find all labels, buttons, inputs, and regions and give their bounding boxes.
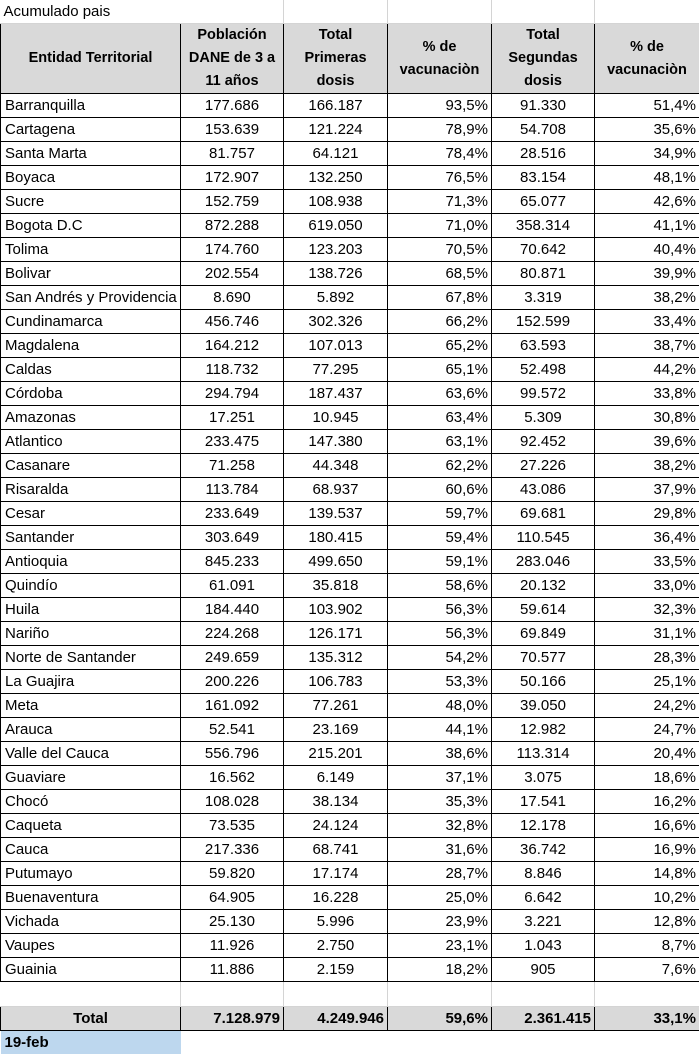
table-row [1, 262, 699, 286]
pct-segundas-cell: 44,2% [595, 358, 699, 382]
entidad-cell: Risaralda [1, 478, 181, 502]
primeras-dosis-cell: 107.013 [284, 334, 388, 358]
poblacion-cell: 303.649 [181, 526, 284, 550]
entidad-cell: Cartagena [1, 118, 181, 142]
pct-primeras-cell: 59,1% [388, 550, 492, 574]
table-row [1, 94, 699, 118]
entidad-cell: Vaupes [1, 934, 181, 958]
table-row [1, 430, 699, 454]
pct-segundas-cell: 24,2% [595, 694, 699, 718]
pct-primeras-cell: 93,5% [388, 94, 492, 118]
table-row [1, 454, 699, 478]
entidad-cell: Cesar [1, 502, 181, 526]
poblacion-cell: 456.746 [181, 310, 284, 334]
primeras-dosis-cell: 121.224 [284, 118, 388, 142]
pct-segundas-cell: 38,2% [595, 454, 699, 478]
entidad-cell: Bogota D.C [1, 214, 181, 238]
segundas-dosis-cell: 283.046 [492, 550, 595, 574]
primeras-dosis-cell: 187.437 [284, 382, 388, 406]
pct-primeras-cell: 78,9% [388, 118, 492, 142]
primeras-dosis-cell: 126.171 [284, 622, 388, 646]
primeras-dosis-cell: 499.650 [284, 550, 388, 574]
pct-segundas-cell: 28,3% [595, 646, 699, 670]
table-row [1, 406, 699, 430]
poblacion-cell: 556.796 [181, 742, 284, 766]
table-row [1, 310, 699, 334]
segundas-dosis-cell: 36.742 [492, 838, 595, 862]
pct-primeras-cell: 53,3% [388, 670, 492, 694]
segundas-dosis-cell: 28.516 [492, 142, 595, 166]
table-row [1, 622, 699, 646]
header-segundas-dosis: Total Segundas dosis [492, 24, 595, 94]
empty-cell [284, 1031, 388, 1054]
pct-segundas-cell: 48,1% [595, 166, 699, 190]
table-row [1, 334, 699, 358]
entidad-cell: Boyaca [1, 166, 181, 190]
header-entidad: Entidad Territorial [1, 24, 181, 94]
poblacion-cell: 217.336 [181, 838, 284, 862]
poblacion-cell: 172.907 [181, 166, 284, 190]
date-label: 19-feb [1, 1031, 181, 1054]
segundas-dosis-cell: 50.166 [492, 670, 595, 694]
pct-primeras-cell: 32,8% [388, 814, 492, 838]
poblacion-cell: 872.288 [181, 214, 284, 238]
poblacion-cell: 81.757 [181, 142, 284, 166]
segundas-dosis-cell: 59.614 [492, 598, 595, 622]
primeras-dosis-cell: 302.326 [284, 310, 388, 334]
pct-segundas-cell: 42,6% [595, 190, 699, 214]
pct-segundas-cell: 36,4% [595, 526, 699, 550]
primeras-dosis-cell: 64.121 [284, 142, 388, 166]
pct-segundas-cell: 38,2% [595, 286, 699, 310]
table-row [1, 766, 699, 790]
pct-primeras-cell: 59,4% [388, 526, 492, 550]
pct-primeras-cell: 25,0% [388, 886, 492, 910]
segundas-dosis-cell: 69.681 [492, 502, 595, 526]
segundas-dosis-cell: 8.846 [492, 862, 595, 886]
pct-segundas-cell: 16,9% [595, 838, 699, 862]
pct-primeras-cell: 63,6% [388, 382, 492, 406]
segundas-dosis-cell: 39.050 [492, 694, 595, 718]
entidad-cell: Chocó [1, 790, 181, 814]
primeras-dosis-cell: 17.174 [284, 862, 388, 886]
pct-segundas-cell: 37,9% [595, 478, 699, 502]
poblacion-cell: 59.820 [181, 862, 284, 886]
entidad-cell: Sucre [1, 190, 181, 214]
empty-cell [284, 0, 388, 24]
pct-segundas-cell: 38,7% [595, 334, 699, 358]
poblacion-cell: 108.028 [181, 790, 284, 814]
poblacion-cell: 164.212 [181, 334, 284, 358]
sheet-caption: Acumulado pais [1, 0, 181, 24]
table-row [1, 838, 699, 862]
table-row [1, 118, 699, 142]
segundas-dosis-cell: 12.178 [492, 814, 595, 838]
poblacion-cell: 52.541 [181, 718, 284, 742]
header-poblacion: Población DANE de 3 a 11 años [181, 24, 284, 94]
entidad-cell: Cundinamarca [1, 310, 181, 334]
empty-cell [284, 982, 388, 1007]
pct-primeras-cell: 71,0% [388, 214, 492, 238]
total-primeras-dosis: 4.249.946 [284, 1007, 388, 1031]
table-row [1, 190, 699, 214]
entidad-cell: Bolivar [1, 262, 181, 286]
pct-segundas-cell: 14,8% [595, 862, 699, 886]
segundas-dosis-cell: 12.982 [492, 718, 595, 742]
poblacion-cell: 161.092 [181, 694, 284, 718]
total-label: Total [1, 1007, 181, 1031]
poblacion-cell: 224.268 [181, 622, 284, 646]
table-row [1, 502, 699, 526]
pct-primeras-cell: 71,3% [388, 190, 492, 214]
poblacion-cell: 64.905 [181, 886, 284, 910]
empty-cell [1, 982, 181, 1007]
poblacion-cell: 184.440 [181, 598, 284, 622]
primeras-dosis-cell: 138.726 [284, 262, 388, 286]
pct-primeras-cell: 63,4% [388, 406, 492, 430]
segundas-dosis-cell: 65.077 [492, 190, 595, 214]
primeras-dosis-cell: 10.945 [284, 406, 388, 430]
pct-primeras-cell: 56,3% [388, 598, 492, 622]
empty-cell [492, 1031, 595, 1054]
poblacion-cell: 153.639 [181, 118, 284, 142]
pct-primeras-cell: 63,1% [388, 430, 492, 454]
table-row [1, 238, 699, 262]
segundas-dosis-cell: 1.043 [492, 934, 595, 958]
segundas-dosis-cell: 905 [492, 958, 595, 982]
entidad-cell: Quindío [1, 574, 181, 598]
entidad-cell: Santa Marta [1, 142, 181, 166]
total-poblacion: 7.128.979 [181, 1007, 284, 1031]
pct-primeras-cell: 67,8% [388, 286, 492, 310]
header-primeras-dosis: Total Primeras dosis [284, 24, 388, 94]
poblacion-cell: 25.130 [181, 910, 284, 934]
segundas-dosis-cell: 80.871 [492, 262, 595, 286]
pct-primeras-cell: 56,3% [388, 622, 492, 646]
empty-cell [595, 982, 699, 1007]
pct-primeras-cell: 62,2% [388, 454, 492, 478]
entidad-cell: Nariño [1, 622, 181, 646]
poblacion-cell: 17.251 [181, 406, 284, 430]
poblacion-cell: 845.233 [181, 550, 284, 574]
entidad-cell: Putumayo [1, 862, 181, 886]
entidad-cell: Guaviare [1, 766, 181, 790]
segundas-dosis-cell: 43.086 [492, 478, 595, 502]
pct-primeras-cell: 48,0% [388, 694, 492, 718]
entidad-cell: Guainia [1, 958, 181, 982]
primeras-dosis-cell: 5.996 [284, 910, 388, 934]
segundas-dosis-cell: 83.154 [492, 166, 595, 190]
pct-segundas-cell: 7,6% [595, 958, 699, 982]
segundas-dosis-cell: 27.226 [492, 454, 595, 478]
pct-segundas-cell: 39,6% [595, 430, 699, 454]
table-row [1, 694, 699, 718]
empty-cell [181, 982, 284, 1007]
header-pct-primeras: % de vacunaciòn [388, 24, 492, 94]
primeras-dosis-cell: 166.187 [284, 94, 388, 118]
table-row [1, 166, 699, 190]
segundas-dosis-cell: 20.132 [492, 574, 595, 598]
table-row [1, 214, 699, 238]
pct-primeras-cell: 60,6% [388, 478, 492, 502]
empty-cell [388, 0, 492, 24]
entidad-cell: Huila [1, 598, 181, 622]
primeras-dosis-cell: 23.169 [284, 718, 388, 742]
segundas-dosis-cell: 91.330 [492, 94, 595, 118]
primeras-dosis-cell: 16.228 [284, 886, 388, 910]
pct-primeras-cell: 23,9% [388, 910, 492, 934]
segundas-dosis-cell: 70.642 [492, 238, 595, 262]
table-row [1, 886, 699, 910]
entidad-cell: Cauca [1, 838, 181, 862]
empty-cell [492, 0, 595, 24]
table-row [1, 910, 699, 934]
pct-primeras-cell: 78,4% [388, 142, 492, 166]
primeras-dosis-cell: 132.250 [284, 166, 388, 190]
entidad-cell: Tolima [1, 238, 181, 262]
primeras-dosis-cell: 35.818 [284, 574, 388, 598]
primeras-dosis-cell: 139.537 [284, 502, 388, 526]
pct-segundas-cell: 40,4% [595, 238, 699, 262]
table-row [1, 478, 699, 502]
segundas-dosis-cell: 3.221 [492, 910, 595, 934]
primeras-dosis-cell: 180.415 [284, 526, 388, 550]
header-pct-segundas: % de vacunaciòn [595, 24, 699, 94]
pct-primeras-cell: 66,2% [388, 310, 492, 334]
pct-primeras-cell: 38,6% [388, 742, 492, 766]
poblacion-cell: 174.760 [181, 238, 284, 262]
entidad-cell: La Guajira [1, 670, 181, 694]
pct-primeras-cell: 54,2% [388, 646, 492, 670]
table-row [1, 142, 699, 166]
pct-primeras-cell: 44,1% [388, 718, 492, 742]
pct-segundas-cell: 18,6% [595, 766, 699, 790]
poblacion-cell: 71.258 [181, 454, 284, 478]
entidad-cell: Córdoba [1, 382, 181, 406]
entidad-cell: Caldas [1, 358, 181, 382]
pct-primeras-cell: 23,1% [388, 934, 492, 958]
pct-segundas-cell: 24,7% [595, 718, 699, 742]
pct-segundas-cell: 8,7% [595, 934, 699, 958]
empty-cell [388, 1031, 492, 1054]
poblacion-cell: 233.475 [181, 430, 284, 454]
poblacion-cell: 113.784 [181, 478, 284, 502]
poblacion-cell: 177.686 [181, 94, 284, 118]
primeras-dosis-cell: 108.938 [284, 190, 388, 214]
primeras-dosis-cell: 6.149 [284, 766, 388, 790]
entidad-cell: Arauca [1, 718, 181, 742]
pct-primeras-cell: 18,2% [388, 958, 492, 982]
pct-primeras-cell: 28,7% [388, 862, 492, 886]
pct-segundas-cell: 51,4% [595, 94, 699, 118]
empty-cell [181, 0, 284, 24]
caption-row [1, 0, 699, 24]
pct-segundas-cell: 33,8% [595, 382, 699, 406]
primeras-dosis-cell: 68.741 [284, 838, 388, 862]
segundas-dosis-cell: 113.314 [492, 742, 595, 766]
pct-primeras-cell: 70,5% [388, 238, 492, 262]
poblacion-cell: 61.091 [181, 574, 284, 598]
total-pct-primeras: 59,6% [388, 1007, 492, 1031]
segundas-dosis-cell: 110.545 [492, 526, 595, 550]
pct-primeras-cell: 65,2% [388, 334, 492, 358]
entidad-cell: Valle del Cauca [1, 742, 181, 766]
pct-segundas-cell: 31,1% [595, 622, 699, 646]
table-row [1, 598, 699, 622]
pct-segundas-cell: 16,6% [595, 814, 699, 838]
primeras-dosis-cell: 619.050 [284, 214, 388, 238]
entidad-cell: Meta [1, 694, 181, 718]
entidad-cell: Amazonas [1, 406, 181, 430]
primeras-dosis-cell: 215.201 [284, 742, 388, 766]
pct-primeras-cell: 37,1% [388, 766, 492, 790]
spacer-row [1, 982, 699, 1007]
poblacion-cell: 152.759 [181, 190, 284, 214]
pct-segundas-cell: 16,2% [595, 790, 699, 814]
segundas-dosis-cell: 99.572 [492, 382, 595, 406]
table-row [1, 574, 699, 598]
table-row [1, 718, 699, 742]
segundas-dosis-cell: 3.075 [492, 766, 595, 790]
segundas-dosis-cell: 3.319 [492, 286, 595, 310]
segundas-dosis-cell: 70.577 [492, 646, 595, 670]
primeras-dosis-cell: 123.203 [284, 238, 388, 262]
poblacion-cell: 73.535 [181, 814, 284, 838]
segundas-dosis-cell: 152.599 [492, 310, 595, 334]
entidad-cell: Magdalena [1, 334, 181, 358]
poblacion-cell: 249.659 [181, 646, 284, 670]
entidad-cell: Vichada [1, 910, 181, 934]
segundas-dosis-cell: 52.498 [492, 358, 595, 382]
pct-segundas-cell: 20,4% [595, 742, 699, 766]
entidad-cell: Casanare [1, 454, 181, 478]
primeras-dosis-cell: 24.124 [284, 814, 388, 838]
empty-cell [388, 982, 492, 1007]
empty-cell [492, 982, 595, 1007]
segundas-dosis-cell: 358.314 [492, 214, 595, 238]
table-row [1, 814, 699, 838]
total-segundas-dosis: 2.361.415 [492, 1007, 595, 1031]
pct-segundas-cell: 30,8% [595, 406, 699, 430]
empty-cell [181, 1031, 284, 1054]
pct-primeras-cell: 31,6% [388, 838, 492, 862]
empty-cell [595, 0, 699, 24]
poblacion-cell: 8.690 [181, 286, 284, 310]
segundas-dosis-cell: 6.642 [492, 886, 595, 910]
pct-segundas-cell: 33,0% [595, 574, 699, 598]
poblacion-cell: 118.732 [181, 358, 284, 382]
poblacion-cell: 16.562 [181, 766, 284, 790]
pct-segundas-cell: 34,9% [595, 142, 699, 166]
poblacion-cell: 233.649 [181, 502, 284, 526]
entidad-cell: San Andrés y Providencia [1, 286, 181, 310]
empty-cell [595, 1031, 699, 1054]
poblacion-cell: 200.226 [181, 670, 284, 694]
primeras-dosis-cell: 5.892 [284, 286, 388, 310]
pct-segundas-cell: 33,5% [595, 550, 699, 574]
poblacion-cell: 202.554 [181, 262, 284, 286]
pct-primeras-cell: 76,5% [388, 166, 492, 190]
pct-primeras-cell: 68,5% [388, 262, 492, 286]
pct-segundas-cell: 41,1% [595, 214, 699, 238]
pct-primeras-cell: 59,7% [388, 502, 492, 526]
poblacion-cell: 294.794 [181, 382, 284, 406]
primeras-dosis-cell: 135.312 [284, 646, 388, 670]
pct-primeras-cell: 65,1% [388, 358, 492, 382]
table-row [1, 286, 699, 310]
primeras-dosis-cell: 77.261 [284, 694, 388, 718]
primeras-dosis-cell: 38.134 [284, 790, 388, 814]
total-row [1, 1007, 699, 1031]
table-row [1, 550, 699, 574]
entidad-cell: Norte de Santander [1, 646, 181, 670]
table-row [1, 670, 699, 694]
table-row [1, 358, 699, 382]
poblacion-cell: 11.886 [181, 958, 284, 982]
entidad-cell: Santander [1, 526, 181, 550]
date-row [1, 1031, 699, 1054]
primeras-dosis-cell: 44.348 [284, 454, 388, 478]
header-row [1, 24, 699, 94]
segundas-dosis-cell: 5.309 [492, 406, 595, 430]
pct-segundas-cell: 39,9% [595, 262, 699, 286]
segundas-dosis-cell: 63.593 [492, 334, 595, 358]
table-row [1, 646, 699, 670]
primeras-dosis-cell: 147.380 [284, 430, 388, 454]
table-row [1, 742, 699, 766]
segundas-dosis-cell: 69.849 [492, 622, 595, 646]
entidad-cell: Barranquilla [1, 94, 181, 118]
pct-segundas-cell: 33,4% [595, 310, 699, 334]
primeras-dosis-cell: 106.783 [284, 670, 388, 694]
table-row [1, 958, 699, 982]
table-row [1, 934, 699, 958]
segundas-dosis-cell: 54.708 [492, 118, 595, 142]
primeras-dosis-cell: 77.295 [284, 358, 388, 382]
poblacion-cell: 11.926 [181, 934, 284, 958]
pct-segundas-cell: 35,6% [595, 118, 699, 142]
total-pct-segundas: 33,1% [595, 1007, 699, 1031]
entidad-cell: Buenaventura [1, 886, 181, 910]
primeras-dosis-cell: 2.159 [284, 958, 388, 982]
pct-segundas-cell: 32,3% [595, 598, 699, 622]
table-row [1, 790, 699, 814]
primeras-dosis-cell: 2.750 [284, 934, 388, 958]
entidad-cell: Antioquia [1, 550, 181, 574]
segundas-dosis-cell: 17.541 [492, 790, 595, 814]
pct-primeras-cell: 35,3% [388, 790, 492, 814]
pct-segundas-cell: 29,8% [595, 502, 699, 526]
pct-segundas-cell: 12,8% [595, 910, 699, 934]
pct-segundas-cell: 10,2% [595, 886, 699, 910]
primeras-dosis-cell: 103.902 [284, 598, 388, 622]
table-row [1, 382, 699, 406]
table-row [1, 862, 699, 886]
pct-segundas-cell: 25,1% [595, 670, 699, 694]
entidad-cell: Caqueta [1, 814, 181, 838]
table-row [1, 526, 699, 550]
primeras-dosis-cell: 68.937 [284, 478, 388, 502]
pct-primeras-cell: 58,6% [388, 574, 492, 598]
entidad-cell: Atlantico [1, 430, 181, 454]
segundas-dosis-cell: 92.452 [492, 430, 595, 454]
